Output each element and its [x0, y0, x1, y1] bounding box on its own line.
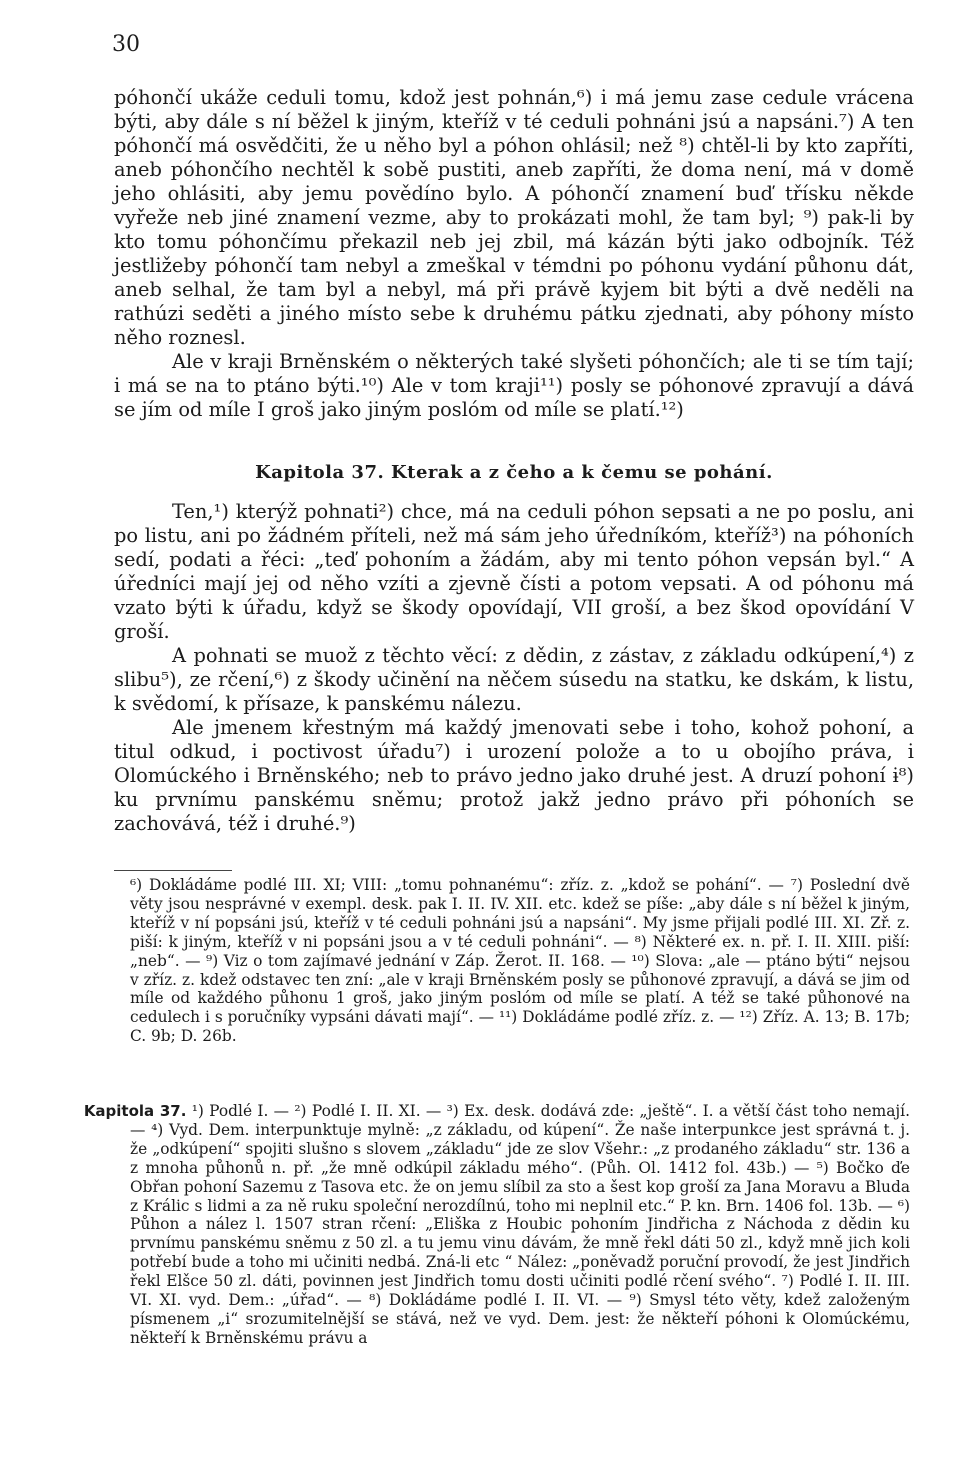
- paragraph: póhončí ukáže ceduli tomu, kdož jest pohnán,⁶) i má jemu zase cedule vrácena býti, aby dále s ní běžel k jiným, kteříž v té ceduli pohnáni jsú a napsáni.⁷) A ten póhončí má osvědčiti, že u něho byl a póhon ohlásil; než ⁸) chtěl-li by kto zapříti, aneb póhončího nechtěl k sobě pustiti, aneb zapříti, že doma není, má v domě jeho ohlásiti, aby jemu povědíno bylo. A póhončí znamení buď třísku někde vyřeže neb jiné znamení vezme, aby to prokázati mohl, že tam byl; ⁹) pak-li by kto tomu póhončímu překazil neb jej zbil, má kázán býti jako odbojník. Též jestližeby póhončí tam nebyl a zmeškal v témdni po póhonu vydání půhonu dát, aneb selhal, že tam byl a nebyl, má při právě kyjem bit býti a dvě neděli na rathúzi seděti a jiného místo sebe k druhému pátku zjednati, aby póhony místo něho roznesl.: [114, 86, 914, 349]
- footnote-text: ¹) Podlé I. — ²) Podlé I. II. XI. — ³) Ex. desk. dodává zde: „ještě“. I. a větší část toho nemají. — ⁴) Vyd. Dem. interpunktuje mylně: „z základu, od kúpení“. Že naše interpunkce jest správná t. j. že „odkúpení“ spojiti slušno s slovem „základu“ jde ze slov Všehr.: „z prodaného základu“ str. 136 a z mnoha půhonů n. př. „že mně odkúpil základu mého“. (Půh. Ol. 1412 fol. 43b.) — ⁵) Bočko ďe Obřan pohoní Sazemu z Tasova etc. že on jemu slíbil za sto a šest kop groší za Jana Moravu a Bluda z Králic s lidmi a za ně ruku společní nerozdílnú, toho mi neplnil etc.“ P. kn. Brn. 1406 fol. 13b. — ⁶) Půhon a nález l. 1507 stran rčení: „Eliška z Houbic pohoním Jindřicha z Náchoda z dědin ku prvnímu panskému sněmu z 50 zl. a tu jemu vinu dávám, že mně řekl dáti 50 zl., když mně jich koli potřebí bude a toho mi učiniti nedbá. Zná-li etc “ Nález: „poněvadž poruční provodí, že jest Jindřich řekl Elšce 50 zl. dáti, povinnen jest Jindřich tomu dosti učiniti podlé rčení svého“. ⁷) Podlé I. II. III. VI. XI. vyd. Dem.: „úřad“. — ⁸) Dokládáme podlé I. II. VI. — ⁹) Smysl této věty, kdež založeným písmenem „i“ srozumitelnější se stává, než ve vyd. Dem. jest: že někteří póhoni k Olomúckému, někteří k Brněnskému právu a: [130, 1102, 910, 1347]
- main-text: [114, 86, 914, 422]
- paragraph: Ten,¹) kterýž pohnati²) chce, má na ceduli póhon sepsati a ne po poslu, ani po listu, ani po žádném příteli, než má sám jeho úředníkóm, kteříž³) na póhoních sedí, podati a řéci: „teď pohoním a žádám, aby mi tento póhon vepsán byl.“ A úředníci mají jej od něho vzíti a zjevně čísti a potom vepsati. A od póhonu má vzato býti k úřadu, když se škody opovídají, VII groší, a bez škod opovídání V groší.: [114, 500, 914, 643]
- footnotes-previous-chapter: [130, 876, 910, 1046]
- paragraph: A pohnati se muož z těchto věcí: z dědin, z zástav, z základu odkúpení,⁴) z slibu⁵), ze rčení,⁶) z škody učinění na něčem súsedu na statku, ke dskám, k listu, k svědomí, k přísaze, k panskému nálezu.: [114, 644, 914, 715]
- footnote-block: ⁶) Dokládáme podlé III. XI; VIII: „tomu pohnanému“: zříz. z. „kdož se pohání“. — ⁷) Poslední dvě věty jsou nesprávné v exempl. desk. pak I. II. IV. XII. etc. kdež se píše: „aby dále s ní běžel k jiným, kteříž v ní popsáni jsú, kteříž v té ceduli pohnáni jsú a napsáni“. My jsme přijali podlé III. XI. Zř. z. piší: k jiným, kteříž v ni popsáni jsou a v té ceduli pohnáni“. — ⁸) Některé ex. n. př. I. II. XIII. piší: „neb“. — ⁹) Viz o tom zajímavé jednání v Záp. Žerot. II. 168. — ¹⁰) Slova: „ale — ptáno býti“ nejsou v zříz. z. kdež odstavec ten zní: „ale v kraji Brněnském posly se půhonové zpravují, a dává se jim od míle od každého půhonu 1 groš, jako jiným poslóm od míle se platí. A též se také půhonové na cedulech i s poručníky vypsáni dávati mají“. — ¹¹) Dokládáme podlé zříz. z. — ¹²) Zříz. A. 13; B. 17b; C. 9b; D. 26b.: [130, 876, 910, 1046]
- footnote-block: [83, 1102, 910, 1348]
- footnotes-chapter-37: [83, 1102, 910, 1348]
- chapter-text: [114, 500, 914, 836]
- paragraph: Ale jmenem křestným má každý jmenovati sebe i toho, kohož pohoní, a titul odkud, i poctivost úřadu⁷) i urození polože a to u obojího práva, i Olomúckého i Brněnského; neb to právo jedno jako druhé jest. A druzí pohoní ɨ⁸) ku prvnímu panskému sněmu; protož jakž jedno právo při póhoních se zachovává, též i druhé.⁹): [114, 716, 914, 835]
- footnote-rule: [114, 870, 232, 871]
- chapter-heading: Kapitola 37. Kterak a z čeho a k čemu se pohání.: [255, 462, 773, 483]
- footnote-chapter-label: Kapitola 37.: [83, 1102, 187, 1120]
- page-number: 30: [112, 32, 140, 57]
- paragraph: Ale v kraji Brněnském o některých také slyšeti póhončích; ale ti se tím tají; i má se na to ptáno býti.¹⁰) Ale v tom kraji¹¹) posly se póhonové zpravují a dává se jím od míle I groš jako jiným poslóm od míle se platí.¹²): [114, 350, 914, 421]
